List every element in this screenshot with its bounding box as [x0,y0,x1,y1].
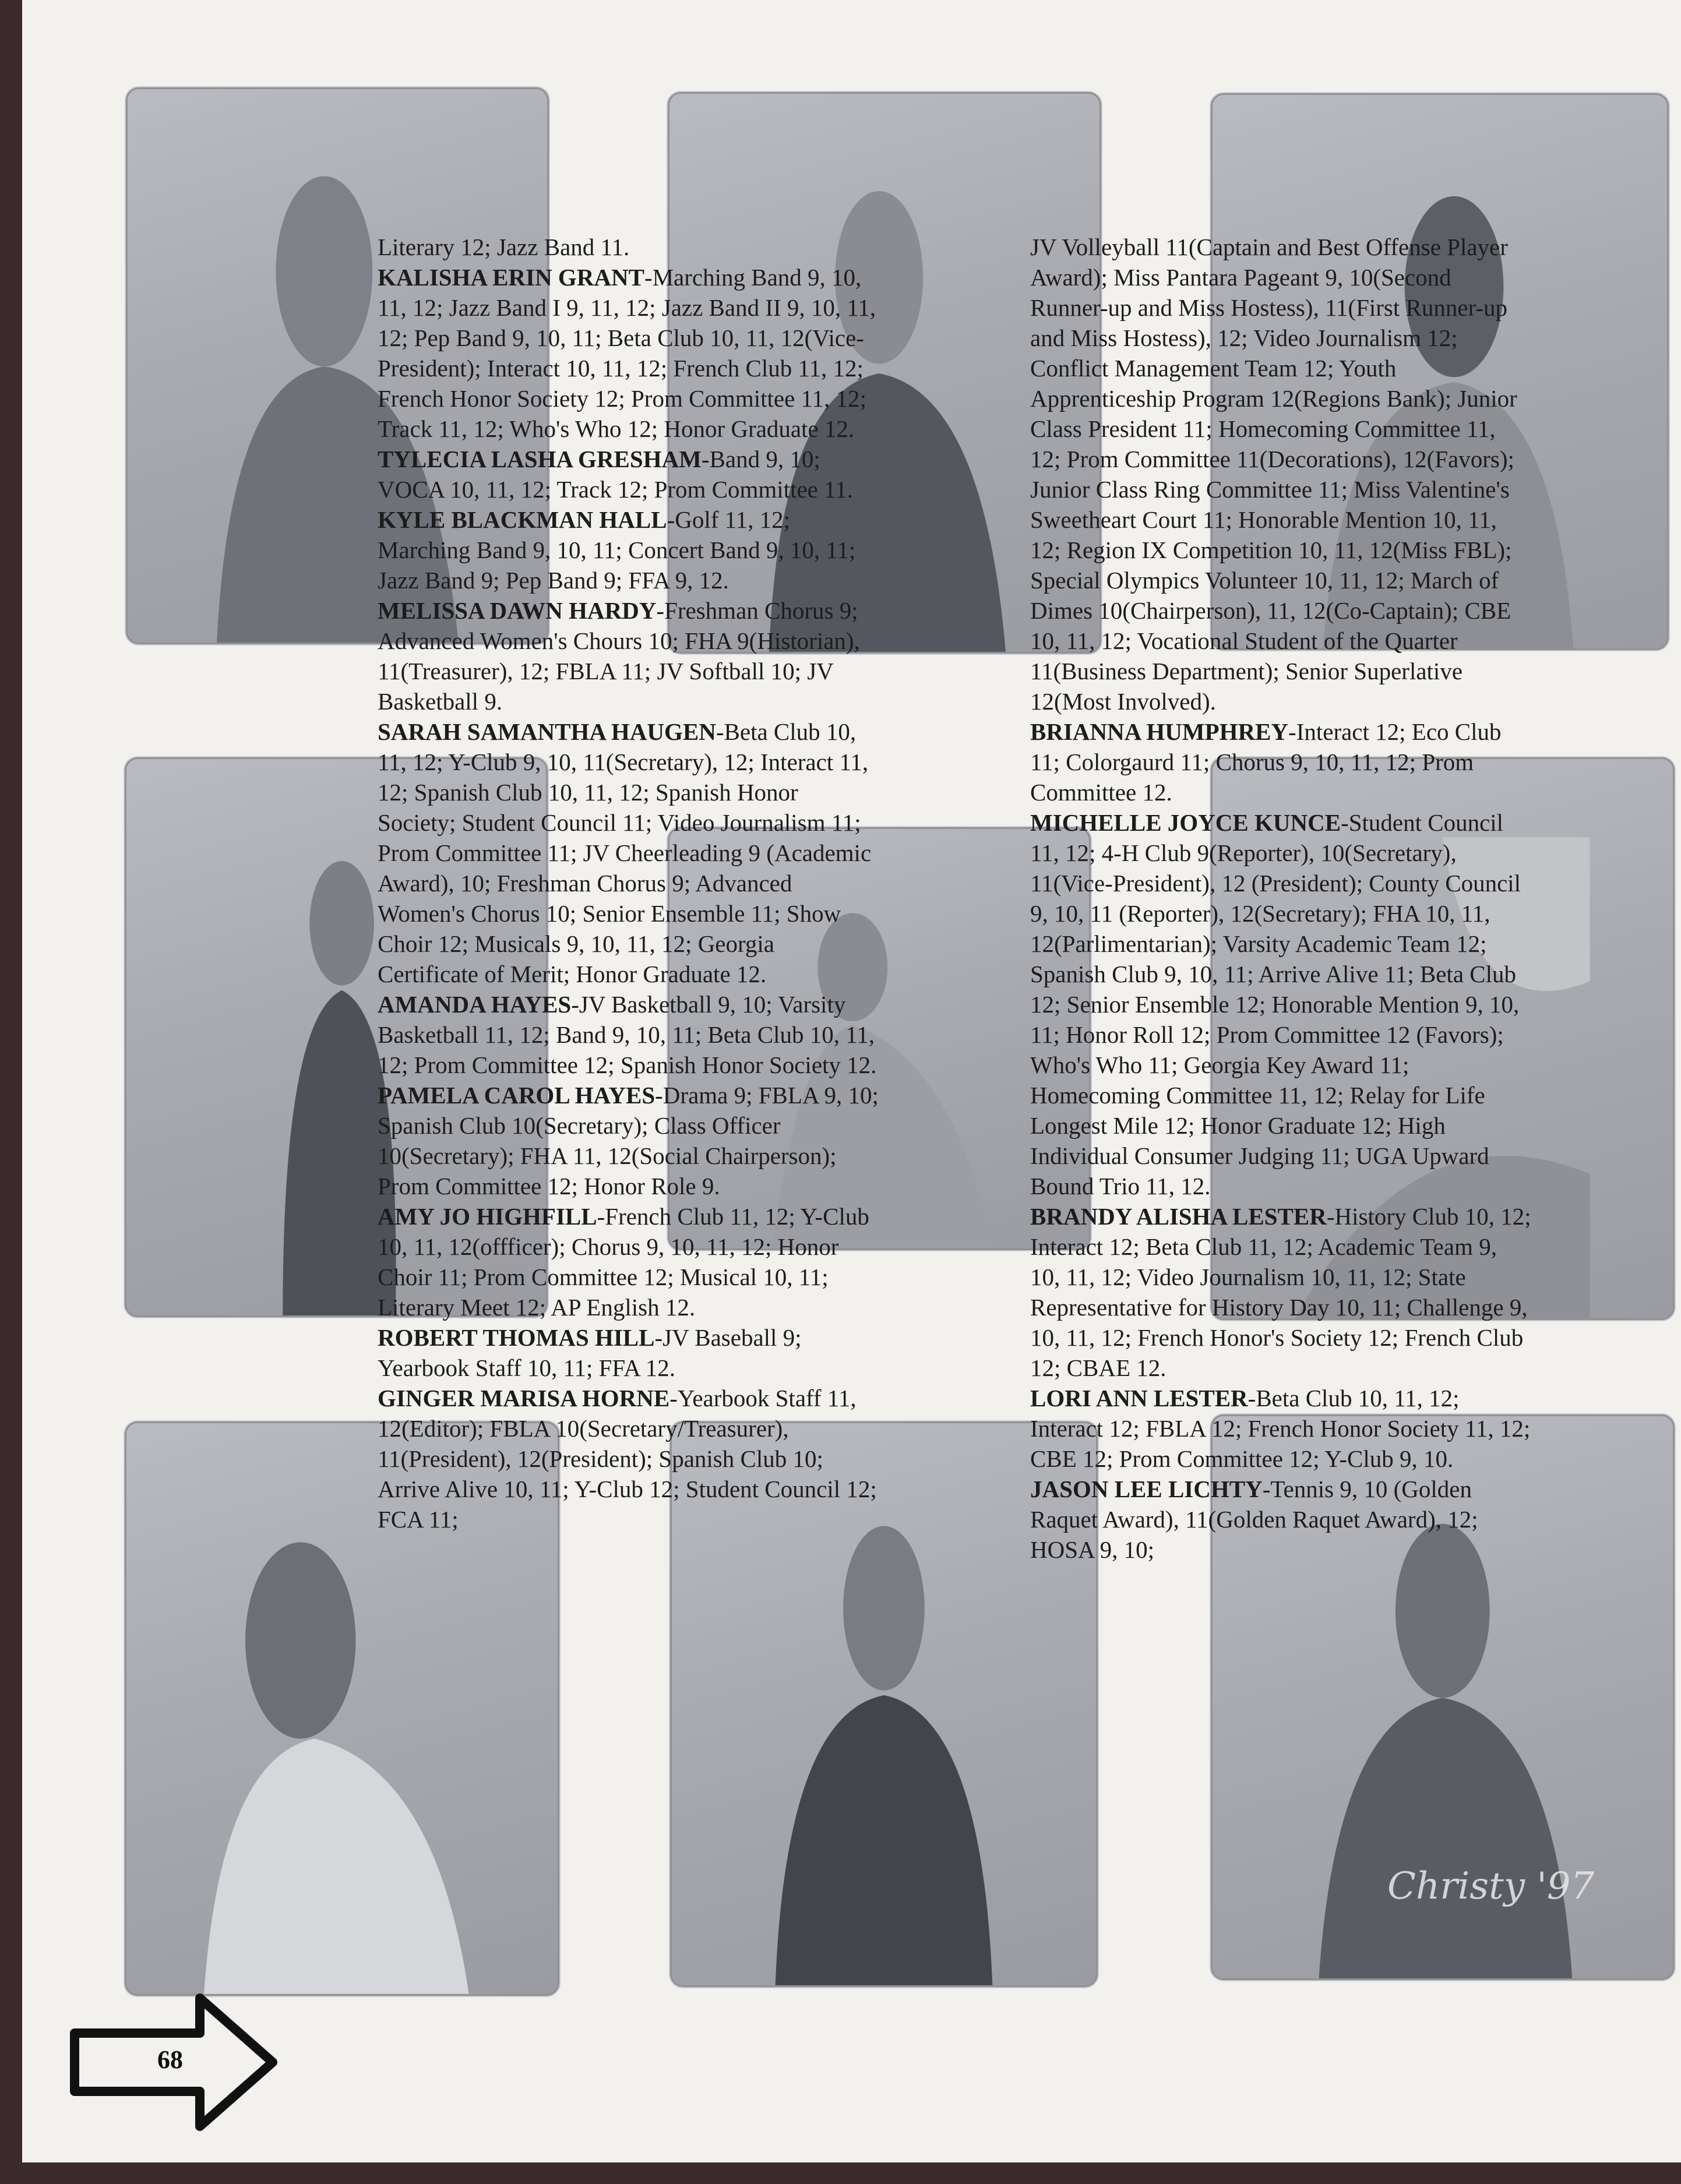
student-activities: -Interact 12; Eco Club 11; Colorgaurd 11; Chorus 9, 10, 11, 12; Prom Committee 12. [1030,718,1502,806]
entry [378,444,879,504]
entry [378,1383,879,1534]
student-name: KYLE BLACKMAN HALL [378,506,667,533]
entry-continued: JV Volleyball 11(Captain and Best Offense Player Award); Miss Pantara Pageant 9, 10(Second Runner-up and Miss Hostess), 11(First Runner-up and Miss Hostess), 12; Video Journalism 12; Conflict Management Team 12; Youth Apprenticeship Program 12(Regions Bank); Junior Class President 11; Homecoming Committee 11, 12; Prom Committee 11(Decorations), 12(Favors); Junior Class Ring Committee 11; Miss Valentine's Sweetheart Court 11; Honorable Mention 10, 11, 12; Region IX Competition 10, 11, 12(Miss FBL); Special Olympics Volunteer 10, 11, 12; March of Dimes 10(Chairperson), 11, 12(Co-Captain); CBE 10, 11, 12; Vocational Student of the Quarter 11(Business Department); Senior Superlative 12(Most Involved). [1030,234,1517,715]
student-name: MELISSA DAWN HARDY [378,597,657,624]
student-name: TYLECIA LASHA GRESHAM [378,446,702,472]
student-activities: -History Club 10, 12; Interact 12; Beta Club 11, 12; Academic Team 9, 10, 11, 12; Video Journalism 10, 11, 12; State Representative for History Day 10, 11; Challenge 9, 10, 11, 12; French Honor's Society 12; French Club 12; CBAE 12. [1030,1203,1531,1381]
page-number: 68 [157,2045,183,2074]
student-name: AMANDA HAYES [378,991,572,1018]
student-activities: -French Club 11, 12; Y-Club 10, 11, 12(offficer); Chorus 9, 10, 11, 12; Honor Choir 11; Prom Committee 12; Musical 10, 11; Literary Meet 12; AP English 12. [378,1203,869,1321]
entry [1030,807,1531,1201]
entry [378,717,879,989]
student-activities: -Student Council 11, 12; 4-H Club 9(Reporter), 10(Secretary), 11(Vice-President), 12 (President); County Council 9, 10, 11 (Reporter), 12(Secretary); FHA 10, 11, 12(Parlimentarian); Varsity Academic Team 12; Spanish Club 9, 10, 11; Arrive Alive 11; Beta Club 12; Senior Ensemble 12; Honorable Mention 9, 10, 11; Honor Roll 12; Prom Committee 12 (Favors); Who's Who 11; Georgia Key Award 11; Homecoming Committee 11, 12; Relay for Life Longest Mile 12; Honor Graduate 12; High Individual Consumer Judging 11; UGA Upward Bound Trio 11, 12. [1030,809,1521,1199]
photographer-signature: Christy '97 [1387,1865,1595,1908]
entry [378,1080,879,1201]
student-activities: -JV Basketball 9, 10; Varsity Basketball 11, 12; Band 9, 10, 11; Beta Club 10, 11, 12; Prom Committee 12; Spanish Honor Society 12. [378,991,877,1078]
student-name: SARAH SAMANTHA HAUGEN [378,718,716,745]
entry [378,989,879,1080]
entry [378,1201,879,1322]
student-name: AMY JO HIGHFILL [378,1203,597,1230]
student-activities: -Drama 9; FBLA 9, 10; Spanish Club 10(Secretary); Class Officer 10(Secretary); FHA 11, 12(Social Chairperson); Prom Committee 12; Honor Role 9. [378,1082,879,1199]
entry [378,1322,879,1383]
entry [378,504,879,595]
student-activities: -Beta Club 10, 11, 12; Interact 12; FBLA 12; French Honor Society 11, 12; CBE 12; Prom Committee 12; Y-Club 9, 10. [1030,1385,1531,1472]
yearbook-page [22,0,1681,2162]
student-name: BRANDY ALISHA LESTER [1030,1203,1327,1230]
student-name: LORI ANN LESTER [1030,1385,1248,1412]
student-activities: -Tennis 9, 10 (Golden Raquet Award), 11(Golden Raquet Award), 12; HOSA 9, 10; [1030,1476,1478,1563]
student-name: MICHELLE JOYCE KUNCE [1030,809,1341,836]
entry [1030,1383,1531,1474]
student-name: PAMELA CAROL HAYES [378,1082,656,1109]
page-number-arrow [69,1987,302,2138]
student-name: GINGER MARISA HORNE [378,1385,670,1412]
student-name: BRIANNA HUMPHREY [1030,718,1289,745]
student-activities: -JV Baseball 9; Yearbook Staff 10, 11; FFA 12. [378,1324,802,1381]
student-name: JASON LEE LICHTY [1030,1476,1263,1502]
entry [378,262,879,444]
student-activities: -Golf 11, 12; Marching Band 9, 10, 11; Concert Band 9, 10, 11; Jazz Band 9; Pep Band 9; FFA 9, 12. [378,506,856,594]
student-activities: -Beta Club 10, 11, 12; Y-Club 9, 10, 11(Secretary), 12; Interact 11, 12; Spanish Club 10, 11, 12; Spanish Honor Society; Student Council 11; Video Journalism 11; Prom Committee 11; JV Cheerleading 9 (Academic Award), 10; Freshman Chorus 9; Advanced Women's Chorus 10; Senior Ensemble 11; Show Choir 12; Musicals 9, 10, 11, 12; Georgia Certificate of Merit; Honor Graduate 12. [378,718,872,987]
text-column-right [1030,232,1531,1565]
arrow-right-icon [69,1987,302,2138]
text-column-left [378,232,879,1534]
student-activities: -Marching Band 9, 10, 11, 12; Jazz Band I 9, 11, 12; Jazz Band II 9, 10, 11, 12; Pep Band 9, 10, 11; Beta Club 10, 11, 12(Vice-President); Interact 10, 11, 12; French Club 11, 12; French Honor Society 12; Prom Committee 11, 12; Track 11, 12; Who's Who 12; Honor Graduate 12. [378,264,876,442]
entry [1030,1474,1531,1565]
entry [378,595,879,717]
entry [1030,717,1531,807]
student-name: ROBERT THOMAS HILL [378,1324,655,1351]
student-activities: -Band 9, 10; VOCA 10, 11, 12; Track 12; Prom Committee 11. [378,446,853,503]
entry [1030,1201,1531,1383]
entry-continued: Literary 12; Jazz Band 11. [378,234,630,260]
student-activities: -Yearbook Staff 11, 12(Editor); FBLA 10(Secretary/Treasurer), 11(President), 12(President); Spanish Club 10; Arrive Alive 10, 11; Y-Club 12; Student Council 12; FCA 11; [378,1385,877,1533]
student-activities: -Freshman Chorus 9; Advanced Women's Chours 10; FHA 9(Historian), 11(Treasurer), 12; FBLA 11; JV Softball 10; JV Basketball 9. [378,597,860,715]
student-name: KALISHA ERIN GRANT [378,264,644,291]
